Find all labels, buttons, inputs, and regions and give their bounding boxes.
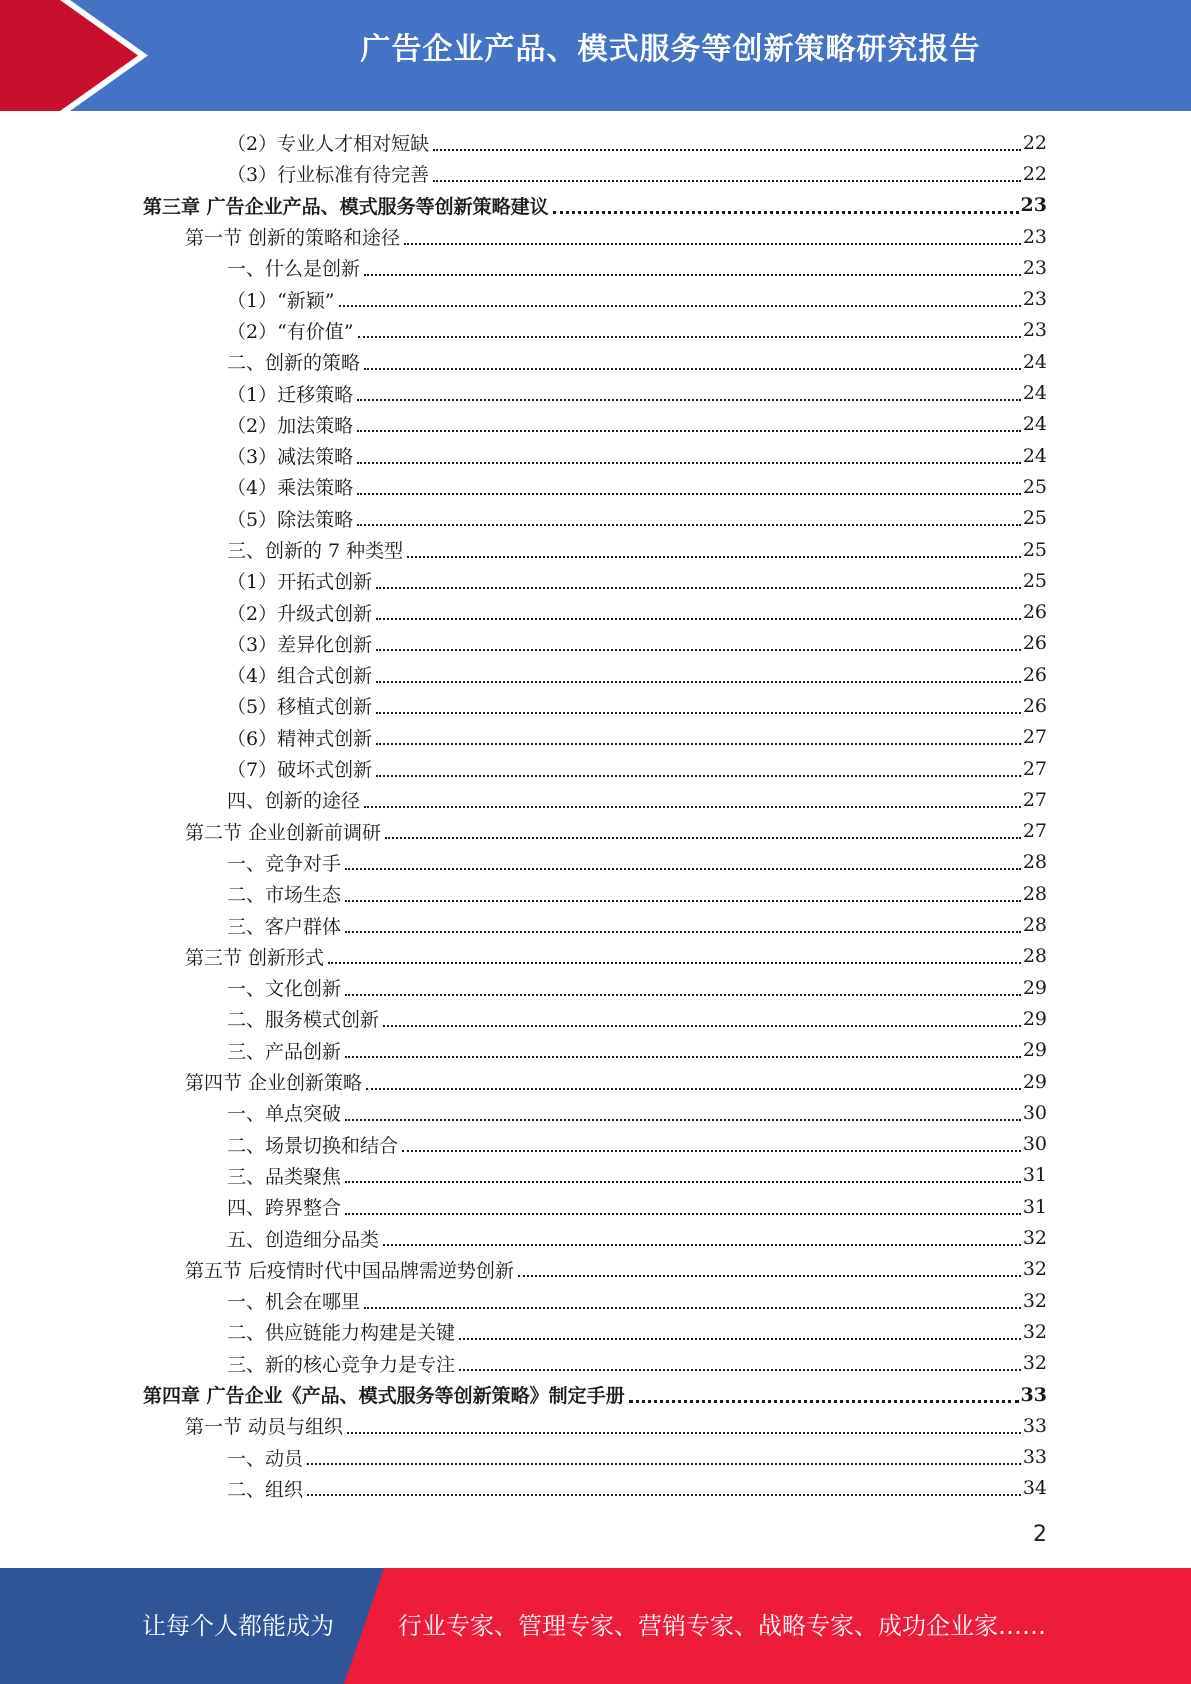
page-footer [0,1568,1191,1684]
toc-entry[interactable] [0,1035,1191,1066]
toc-entry[interactable] [0,1160,1191,1191]
toc-entry-page: 25 [1022,569,1047,592]
toc-entry[interactable] [0,1473,1191,1504]
toc-entry-title: （6）精神式创新 [227,727,373,750]
toc-entry-page: 25 [1022,538,1047,561]
toc-dot-leader [345,1181,1021,1183]
toc-entry[interactable] [0,784,1191,815]
toc-entry-page: 23 [1022,288,1047,311]
toc-entry[interactable] [0,1066,1191,1097]
toc-entry-title: 第三节 创新形式 [185,946,325,969]
report-title: 广告企业产品、模式服务等创新策略研究报告 [360,32,981,67]
toc-dot-leader [518,1275,1021,1277]
toc-entry[interactable] [0,972,1191,1003]
toc-entry-page: 23 [1022,256,1047,279]
toc-dot-leader [383,1025,1021,1027]
toc-dot-leader [376,618,1021,620]
toc-entry-page: 32 [1022,1352,1047,1375]
toc-entry-title: （2）升级式创新 [227,602,373,625]
toc-entry-page: 24 [1022,413,1047,436]
toc-entry[interactable] [0,847,1191,878]
toc-entry[interactable] [0,503,1191,534]
toc-entry-title: （4）组合式创新 [227,665,373,688]
toc-entry-title: 三、新的核心竞争力是专注 [227,1353,456,1376]
toc-entry-title: 一、单点突破 [227,1103,342,1126]
toc-entry-page: 26 [1022,694,1047,717]
toc-entry-title: 三、品类聚焦 [227,1165,342,1188]
toc-entry-page: 23 [1020,194,1047,217]
toc-entry-page: 31 [1022,1164,1047,1187]
toc-dot-leader [433,180,1021,182]
toc-dot-leader [459,1338,1021,1340]
toc-entry-page: 22 [1022,162,1047,185]
toc-entry[interactable] [0,221,1191,252]
toc-entry-page: 28 [1022,945,1047,968]
toc-entry-page: 26 [1022,601,1047,624]
toc-entry[interactable] [0,1441,1191,1472]
toc-entry[interactable] [0,1222,1191,1253]
page-header [0,0,1191,111]
toc-entry-page: 33 [1022,1414,1047,1437]
toc-entry-page: 29 [1022,1039,1047,1062]
toc-entry[interactable] [0,190,1191,221]
toc-entry-page: 29 [1022,1007,1047,1030]
toc-dot-leader [345,994,1021,996]
toc-entry[interactable] [0,1097,1191,1128]
toc-entry[interactable] [0,1379,1191,1410]
toc-entry-page: 32 [1022,1227,1047,1250]
toc-dot-leader [366,1088,1021,1090]
toc-entry[interactable] [0,252,1191,283]
toc-entry[interactable] [0,158,1191,189]
toc-dot-leader [383,1244,1021,1246]
toc-entry-page: 33 [1022,1446,1047,1469]
toc-entry-title: （5）除法策略 [227,508,354,531]
toc-entry[interactable] [0,315,1191,346]
toc-entry-title: 第四章 广告企业《产品、模式服务等创新策略》制定手册 [143,1385,625,1408]
toc-entry[interactable] [0,1254,1191,1285]
toc-entry[interactable] [0,440,1191,471]
toc-entry[interactable] [0,1285,1191,1316]
toc-entry[interactable] [0,816,1191,847]
toc-dot-leader [357,493,1021,495]
toc-entry[interactable] [0,1348,1191,1379]
toc-entry-title: 第三章 广告企业产品、模式服务等创新策略建议 [143,195,549,218]
toc-entry-title: 三、产品创新 [227,1040,342,1063]
toc-entry-title: 一、竞争对手 [227,852,342,875]
toc-entry-title: （4）乘法策略 [227,477,354,500]
toc-dot-leader [358,336,1021,338]
toc-entry-page: 27 [1022,820,1047,843]
toc-dot-leader [364,806,1021,808]
toc-entry-title: 三、客户群体 [227,915,342,938]
toc-entry-title: 第一节 动员与组织 [185,1416,344,1439]
toc-entry[interactable] [0,409,1191,440]
toc-entry-title: 二、创新的策略 [227,352,361,375]
toc-entry-title: （1）开拓式创新 [227,571,373,594]
toc-entry[interactable] [0,1191,1191,1222]
toc-entry-page: 29 [1022,976,1047,999]
toc-entry-title: 二、供应链能力构建是关键 [227,1322,456,1345]
toc-entry-title: （1）迁移策略 [227,383,354,406]
toc-entry-title: 一、什么是创新 [227,258,361,281]
toc-entry[interactable] [0,1129,1191,1160]
toc-entry-title: （1）“新颖” [227,289,335,312]
toc-entry-page: 31 [1022,1195,1047,1218]
toc-entry-title: 五、创造细分品类 [227,1228,380,1251]
toc-entry-title: 二、服务模式创新 [227,1009,380,1032]
toc-entry-page: 26 [1022,663,1047,686]
toc-entry-title: 第二节 企业创新前调研 [185,821,382,844]
toc-entry[interactable] [0,690,1191,721]
toc-entry-title: （2）“有价值” [227,320,354,343]
toc-entry-page: 27 [1022,757,1047,780]
toc-dot-leader [347,1432,1021,1434]
toc-entry-title: 一、动员 [227,1447,304,1470]
toc-entry-title: 二、组织 [227,1478,304,1501]
toc-dot-leader [629,1400,1019,1403]
toc-entry-page: 32 [1022,1320,1047,1343]
toc-entry[interactable] [0,127,1191,158]
footer-slogan-left: 让每个人都能成为 [142,1612,334,1640]
toc-entry[interactable] [0,941,1191,972]
toc-dot-leader [307,1494,1021,1496]
toc-entry[interactable] [0,534,1191,565]
toc-entry-page: 33 [1020,1383,1047,1406]
toc-entry-page: 27 [1022,788,1047,811]
toc-dot-leader [364,1307,1021,1309]
toc-entry-page: 26 [1022,632,1047,655]
toc-dot-leader [433,149,1021,151]
toc-dot-leader [345,868,1021,870]
toc-entry-title: 第一节 创新的策略和途径 [185,227,401,250]
toc-entry-page: 28 [1022,882,1047,905]
toc-dot-leader [376,649,1021,651]
toc-dot-leader [385,837,1021,839]
page-number: 2 [1033,1522,1047,1547]
toc-dot-leader [364,368,1021,370]
toc-entry[interactable] [0,283,1191,314]
toc-dot-leader [404,243,1021,245]
toc-entry-page: 27 [1022,726,1047,749]
toc-entry-title: 四、创新的途径 [227,790,361,813]
toc-entry[interactable] [0,596,1191,627]
toc-dot-leader [345,1213,1021,1215]
toc-entry-title: （2）专业人才相对短缺 [227,133,430,156]
toc-entry-page: 30 [1022,1101,1047,1124]
toc-entry[interactable] [0,1316,1191,1347]
toc-entry[interactable] [0,628,1191,659]
toc-entry[interactable] [0,722,1191,753]
toc-entry-title: 一、文化创新 [227,978,342,1001]
toc-entry[interactable] [0,878,1191,909]
toc-entry-page: 28 [1022,914,1047,937]
toc-entry-page: 24 [1022,444,1047,467]
toc-entry-page: 24 [1022,382,1047,405]
header-chevron-icon [0,0,160,111]
toc-entry-page: 32 [1022,1289,1047,1312]
toc-entry-page: 32 [1022,1258,1047,1281]
toc-entry-page: 22 [1022,131,1047,154]
toc-dot-leader [339,305,1021,307]
toc-entry-title: （5）移植式创新 [227,696,373,719]
toc-dot-leader [402,1150,1021,1152]
toc-entry[interactable] [0,565,1191,596]
toc-dot-leader [345,931,1021,933]
toc-entry[interactable] [0,753,1191,784]
toc-entry-title: 二、市场生态 [227,884,342,907]
toc-entry-page: 30 [1022,1133,1047,1156]
toc-dot-leader [307,1463,1021,1465]
toc-entry-page: 25 [1022,507,1047,530]
toc-dot-leader [376,775,1021,777]
toc-dot-leader [345,1119,1021,1121]
toc-entry-title: 第五节 后疫情时代中国品牌需逆势创新 [185,1259,515,1282]
toc-entry-title: （2）加法策略 [227,414,354,437]
toc-dot-leader [364,274,1021,276]
toc-entry-title: （3）减法策略 [227,446,354,469]
toc-dot-leader [553,211,1019,214]
toc-entry[interactable] [0,909,1191,940]
table-of-contents [0,127,1191,1504]
toc-dot-leader [357,462,1021,464]
toc-dot-leader [376,712,1021,714]
toc-dot-leader [328,962,1021,964]
toc-entry-page: 29 [1022,1070,1047,1093]
toc-entry-page: 23 [1022,225,1047,248]
toc-entry-title: 第四节 企业创新策略 [185,1072,363,1095]
toc-entry[interactable] [0,471,1191,502]
toc-entry-title: （3）差异化创新 [227,633,373,656]
toc-entry-title: （7）破坏式创新 [227,759,373,782]
toc-dot-leader [345,1056,1021,1058]
toc-dot-leader [357,524,1021,526]
toc-entry-page: 23 [1022,319,1047,342]
toc-dot-leader [376,587,1021,589]
toc-entry-title: 二、场景切换和结合 [227,1134,399,1157]
toc-entry[interactable] [0,1003,1191,1034]
toc-entry-title: 三、创新的 7 种类型 [227,540,404,562]
footer-slogan-right: 行业专家、管理专家、营销专家、战略专家、成功企业家…… [398,1612,1046,1640]
toc-dot-leader [407,556,1021,558]
toc-entry-page: 34 [1022,1477,1047,1500]
toc-entry-page: 24 [1022,350,1047,373]
toc-dot-leader [357,399,1021,401]
toc-dot-leader [376,743,1021,745]
toc-dot-leader [459,1369,1021,1371]
toc-dot-leader [357,430,1021,432]
toc-dot-leader [345,900,1021,902]
toc-entry-page: 25 [1022,475,1047,498]
toc-dot-leader [376,681,1021,683]
toc-entry-title: 一、机会在哪里 [227,1291,361,1314]
toc-entry[interactable] [0,377,1191,408]
toc-entry-title: 四、跨界整合 [227,1197,342,1220]
toc-entry[interactable] [0,346,1191,377]
toc-entry-title: （3）行业标准有待完善 [227,164,430,187]
toc-entry-page: 28 [1022,851,1047,874]
toc-entry[interactable] [0,1410,1191,1441]
toc-entry[interactable] [0,659,1191,690]
